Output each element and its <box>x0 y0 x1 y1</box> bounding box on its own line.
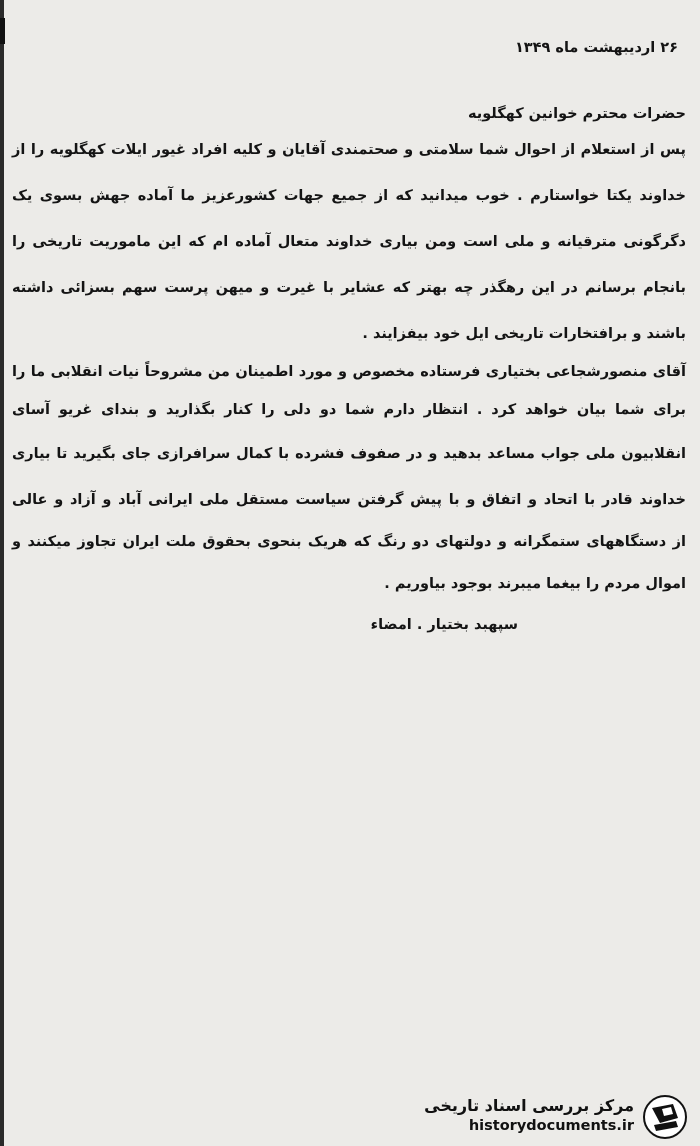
history-documents-logo-icon <box>642 1094 688 1140</box>
watermark-url: historydocuments.ir <box>468 1118 634 1134</box>
paragraph1-line: بانجام برسانم در این رهگذر چه بهتر که عشایر با غیرت و میهن پرست سهم بسزائی داشته <box>12 280 686 296</box>
letter-salutation: حضرات محترم خوانین کهگلویه <box>467 106 686 122</box>
paragraph1-line: خداوند یکتا خواستارم . خوب میدانید که از جمیع جهات کشورعزیز ما آماده جهش بسوی یک <box>12 188 686 204</box>
watermark-title: مرکز بررسی اسناد تاریخی <box>424 1096 634 1115</box>
letter-date: ۲۶ اردیبهشت ماه ۱۳۴۹ <box>514 40 678 56</box>
paragraph2-line: خداوند قادر با اتحاد و اتفاق و با پیش گرفتن سیاست مستقل ملی ایرانی آباد و آزاد و عالی <box>12 492 686 508</box>
paragraph2-line: انقلابیون ملی جواب مساعد بدهید و در صفوف فشرده با کمال سرافرازی جای بگیرید تا بیاری <box>12 446 686 462</box>
paragraph1-line: پس از استعلام از احوال شما سلامتی و صحتمندی آقایان و کلیه افراد غیور ایلات کهگلویه را از <box>12 142 686 158</box>
paragraph1-line: دگرگونی مترقیانه و ملی است ومن بیاری خداوند متعال آماده ام که این ماموریت تاریخی را <box>12 234 686 250</box>
paragraph2-line: برای شما بیان خواهد کرد . انتظار دارم شما دو دلی را کنار بگذارید و بندای غریو آسای <box>12 402 686 418</box>
paragraph1-line: باشند و برافتخارات تاریخی ایل خود بیفزایند . <box>362 326 686 342</box>
paragraph2-line: از دستگاههای ستمگرانه و دولتهای دو رنگ که هریک بنحوی بحقوق ملت ایران تجاوز میکنند و <box>12 534 686 550</box>
paragraph2-line: آقای منصورشجاعی بختیاری فرستاده مخصوص و مورد اطمینان من مشروحاً نیات انقلابی ما را <box>12 364 686 380</box>
letter-signature: سپهبد بختیار . امضاء <box>370 617 518 633</box>
watermark-footer <box>412 1094 692 1140</box>
paragraph2-line: اموال مردم را بیغما میبرند بوجود بیاوریم . <box>384 576 686 592</box>
